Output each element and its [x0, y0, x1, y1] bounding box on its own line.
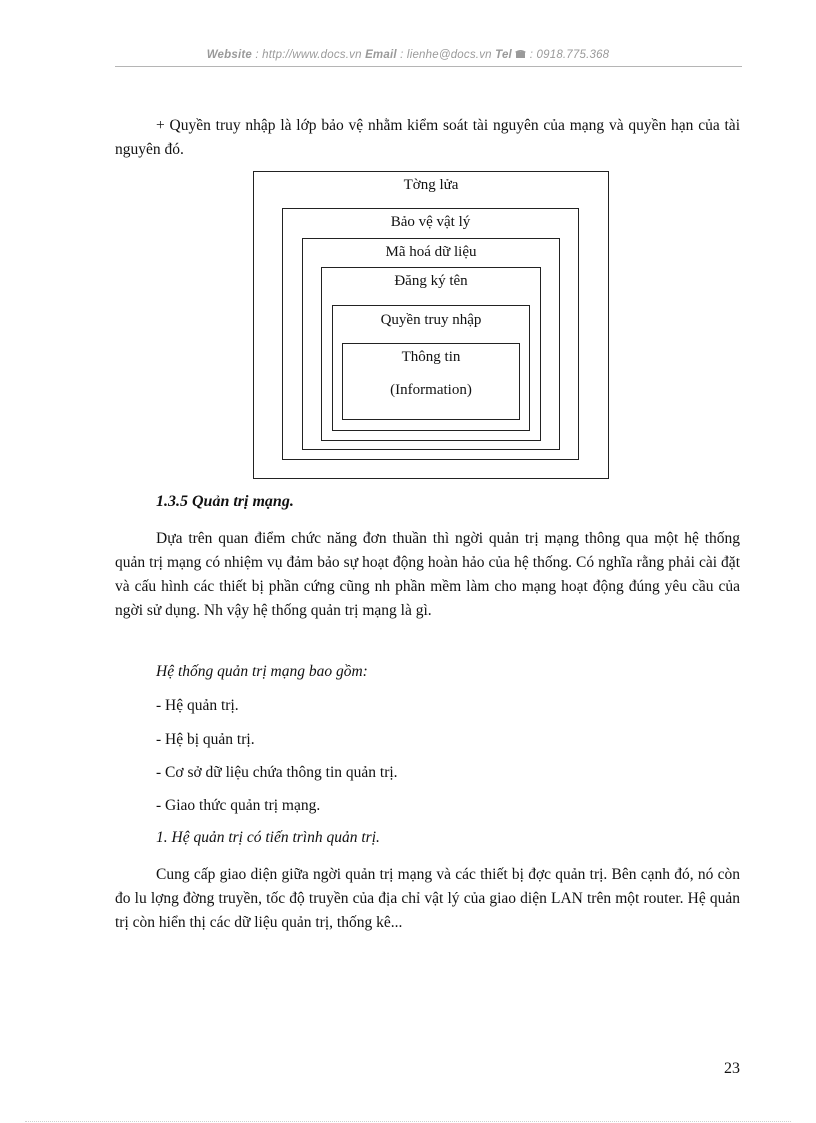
footer-divider [25, 1121, 791, 1122]
header-divider [115, 66, 742, 67]
phone-icon [515, 49, 526, 59]
list-item: - Hệ bị quản trị. [156, 731, 255, 748]
page-header [0, 49, 816, 61]
layer-label-encryption: Mã hoá dữ liệu [385, 244, 477, 260]
list-intro: Hệ thống quản trị mạng bao gồm: [156, 663, 368, 680]
tel-label: Tel [495, 49, 512, 61]
intro-paragraph: + Quyền truy nhập là lớp bảo vệ nhằm kiểm soát tài nguyên của mạng và quyền hạn của tài nguyên đó. [115, 117, 740, 158]
list-item: - Giao thức quản trị mạng. [156, 797, 321, 814]
layer-label-firewall: Tờng lửa [403, 177, 459, 193]
layer-label-access: Quyền truy nhập [380, 312, 482, 328]
list-item: - Hệ quản trị. [156, 697, 239, 714]
website-label: Website [206, 49, 252, 61]
section-paragraph-1: Dựa trên quan điểm chức năng đơn thuần thì ngời quản trị mạng thông qua một hệ thống quản trị mạng có nhiệm vụ đảm bảo sự hoạt động hoàn hảo của hệ thống. Có nghĩa rằng phải cài đặt và cấu hình các thiết bị phần cứng cũng nh phần mềm làm cho mạng hoạt động đúng yêu cầu của ngời sử dụng. Nh vậy hệ thống quản trị mạng là gì. [115, 530, 740, 619]
page-number: 23 [724, 1060, 740, 1077]
website-value: : http://www.docs.vn [252, 49, 366, 61]
layer-label-information: Thông tin [401, 349, 461, 365]
list-item: - Cơ sở dữ liệu chứa thông tin quản trị. [156, 764, 398, 781]
section-paragraph-2: Cung cấp giao diện giữa ngời quản trị mạng và các thiết bị đợc quản trị. Bên cạnh đó, nó còn đo lu lợng đờng truyền, tốc độ truyền của địa chỉ vật lý của giao diện LAN trên một router. Hệ quản trị còn hiển thị các dữ liệu quản trị, thống kê... [115, 866, 740, 931]
email-value: : lienhe@docs.vn [396, 49, 496, 61]
section-heading: 1.3.5 Quản trị mạng. [156, 493, 294, 510]
layer-label-registration: Đăng ký tên [394, 273, 468, 289]
email-label: Email [365, 49, 397, 61]
layer-label-physical: Bảo vệ vật lý [390, 214, 471, 230]
subheading: 1. Hệ quản trị có tiến trình quản trị. [156, 829, 380, 846]
layer-label-information-en: (Information) [390, 382, 472, 398]
tel-value: : 0918.775.368 [526, 49, 610, 61]
